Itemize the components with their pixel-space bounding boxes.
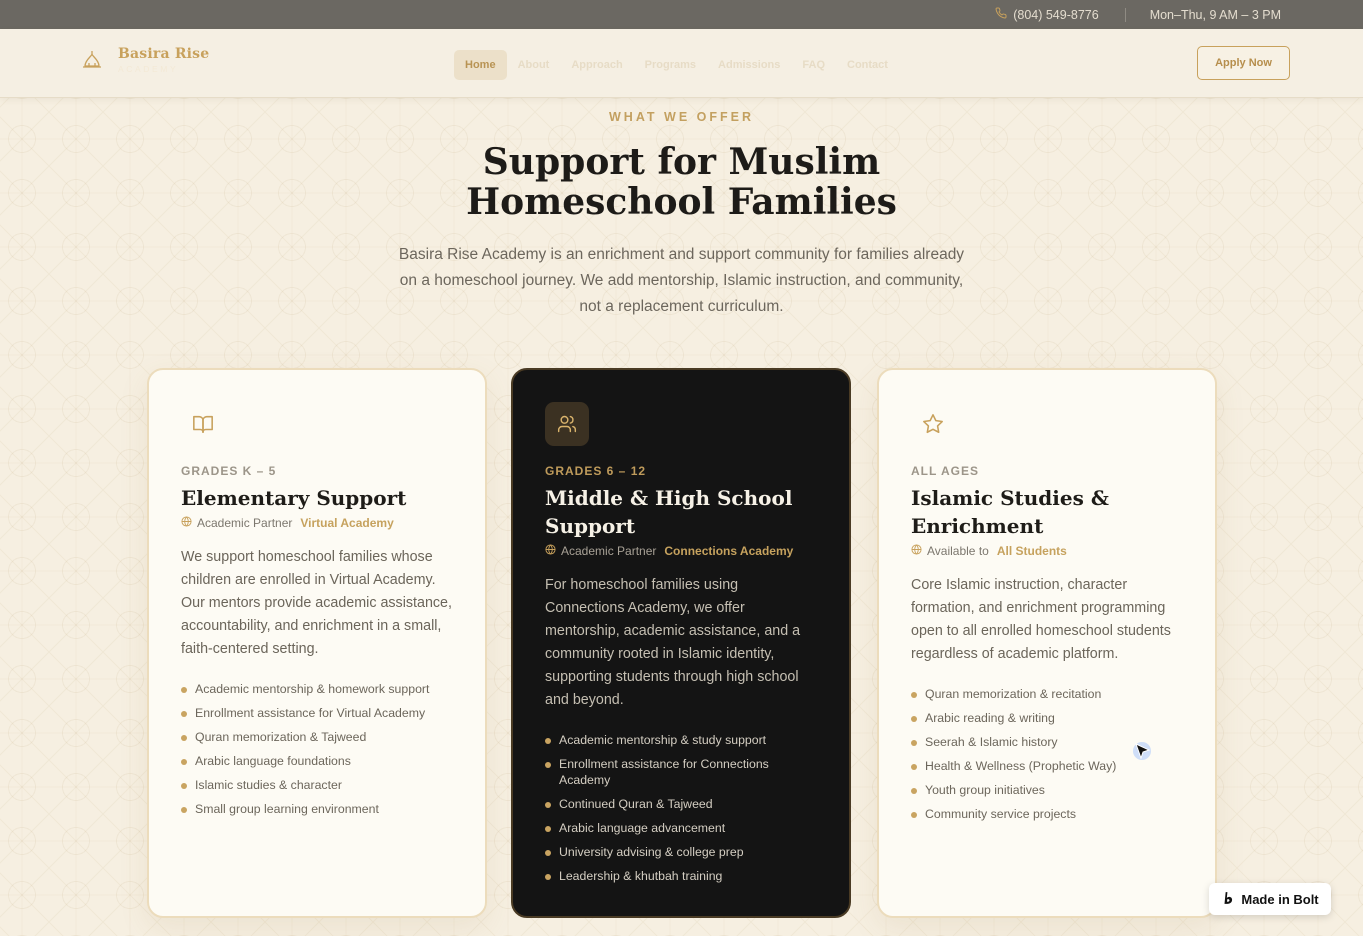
partner-name: Virtual Academy	[300, 516, 394, 530]
nav-approach[interactable]: Approach	[571, 59, 623, 71]
list-item: Academic mentorship & homework support	[181, 681, 453, 697]
globe-icon	[545, 544, 556, 558]
list-item: Arabic language advancement	[545, 820, 817, 836]
users-icon	[545, 402, 589, 446]
card-description: Core Islamic instruction, character formation, and enrichment programming open to all enrolled homeschool students regardless of academic platform.	[911, 577, 1171, 662]
nav-programs[interactable]: Programs	[644, 59, 697, 71]
card-grade: GRADES K – 5	[181, 464, 277, 478]
list-item: Quran memorization & recitation	[911, 686, 1183, 702]
feature-list	[181, 681, 453, 817]
brand-logo[interactable]	[80, 46, 209, 74]
card-title: Elementary Support	[181, 486, 407, 510]
card-partner	[181, 516, 453, 530]
mosque-logo-icon	[80, 48, 104, 72]
offer-section-header	[0, 98, 1363, 320]
list-item: Enrollment assistance for Connections Academy	[545, 756, 817, 788]
globe-icon	[181, 516, 192, 530]
apply-now-button[interactable]: Apply Now	[1197, 46, 1290, 80]
card-partner	[545, 544, 817, 558]
made-in-bolt-badge[interactable]	[1209, 883, 1331, 915]
list-item: Enrollment assistance for Virtual Academy	[181, 705, 453, 721]
list-item: Arabic language foundations	[181, 753, 453, 769]
list-item: Islamic studies & character	[181, 777, 453, 793]
section-title: Support for Muslim Homeschool Families	[466, 141, 897, 223]
program-card-elementary	[147, 368, 487, 918]
nav-faq[interactable]: FAQ	[802, 59, 826, 71]
feature-list	[545, 732, 817, 884]
nav-home[interactable]: Home	[454, 50, 507, 80]
card-title: Islamic Studies & Enrichment	[911, 486, 1109, 538]
globe-icon	[911, 544, 922, 558]
phone-contact[interactable]	[995, 7, 1098, 22]
mouse-cursor-icon	[1133, 742, 1153, 762]
card-grade: GRADES 6 – 12	[545, 464, 647, 478]
nav-about[interactable]: About	[517, 59, 550, 71]
list-item: Leadership & khutbah training	[545, 868, 817, 884]
list-item: University advising & college prep	[545, 844, 817, 860]
bolt-logo-icon	[1221, 891, 1235, 908]
site-header	[0, 29, 1363, 98]
card-description: For homeschool families using Connections Academy, we offer mentorship, academic assistance, and a community rooted in Islamic identity, supporting students through high school and beyond.	[545, 577, 801, 708]
partner-label: Academic Partner	[197, 516, 293, 530]
phone-icon	[995, 7, 1007, 22]
main-nav	[454, 50, 899, 80]
list-item: Community service projects	[911, 806, 1183, 822]
list-item: Arabic reading & writing	[911, 710, 1183, 726]
list-item: Continued Quran & Tajweed	[545, 796, 817, 812]
partner-label: Available to	[927, 544, 989, 558]
phone-number: (804) 549-8776	[1013, 7, 1099, 22]
list-item: Seerah & Islamic history	[911, 734, 1183, 750]
star-icon	[911, 402, 955, 446]
partner-label: Academic Partner	[561, 544, 657, 558]
partner-name: All Students	[996, 544, 1067, 558]
card-title: Middle & High School Support	[545, 486, 793, 538]
brand-name: Basira Rise	[118, 46, 210, 62]
section-eyebrow: WHAT WE OFFER	[609, 110, 754, 124]
list-item: Academic mentorship & study support	[545, 732, 817, 748]
office-hours: Mon–Thu, 9 AM – 3 PM	[1149, 7, 1281, 22]
bolt-badge-label: Made in Bolt	[1241, 891, 1319, 907]
book-open-icon	[181, 402, 225, 446]
list-item: Small group learning environment	[181, 801, 453, 817]
card-grade: ALL AGES	[911, 464, 980, 478]
partner-name: Connections Academy	[664, 544, 794, 558]
nav-contact[interactable]: Contact	[847, 59, 888, 71]
section-description: Basira Rise Academy is an enrichment and support community for families already on a homeschool journey. We add mentorship, Islamic instruction, and community, not a replacement curriculum.	[398, 246, 965, 315]
brand-subtitle: ACADEMY	[118, 64, 179, 74]
list-item: Youth group initiatives	[911, 782, 1183, 798]
program-card-islamic-studies	[877, 368, 1217, 918]
card-partner	[911, 544, 1183, 558]
list-item: Health & Wellness (Prophetic Way)	[911, 758, 1183, 774]
list-item: Quran memorization & Tajweed	[181, 729, 453, 745]
card-description: We support homeschool families whose children are enrolled in Virtual Academy. Our mentors provide academic assistance, accountability, and enrichment in a small, faith-centered setting.	[181, 549, 452, 657]
top-info-bar	[0, 0, 1363, 29]
nav-admissions[interactable]: Admissions	[718, 59, 781, 71]
topbar-divider	[1125, 8, 1126, 22]
program-card-middle-high	[511, 368, 851, 918]
